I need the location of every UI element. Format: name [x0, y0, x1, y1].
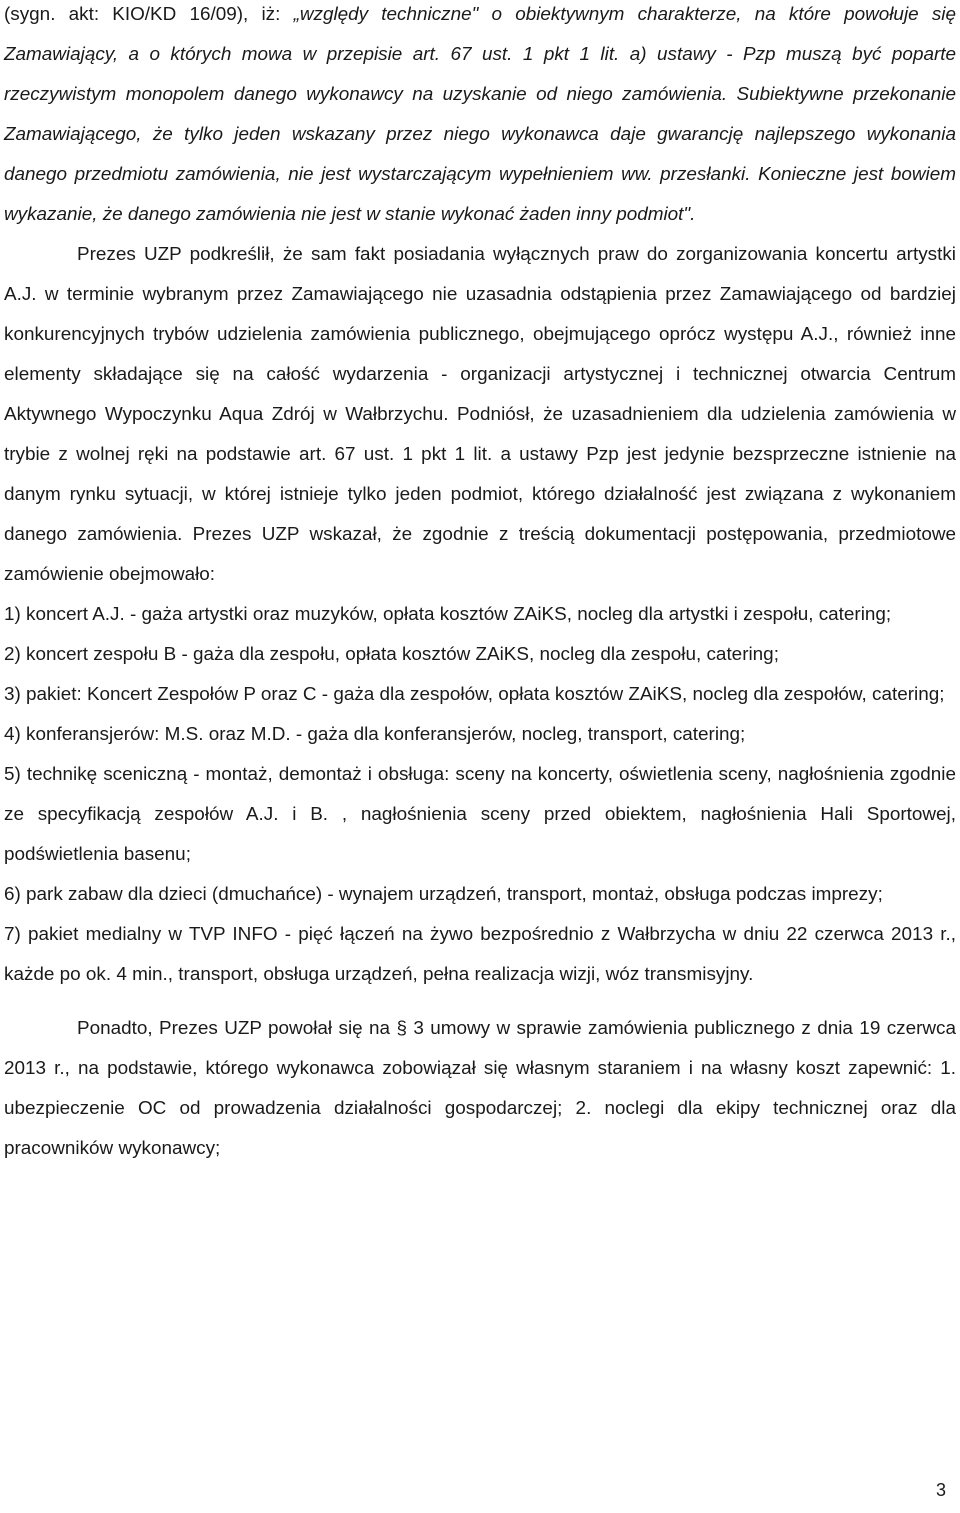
citation-start: (sygn. akt: KIO/KD 16/09), iż:: [4, 4, 294, 25]
paragraph-quote: [4, 0, 956, 235]
list-item: 4) konferansjerów: M.S. oraz M.D. - gaża dla konferansjerów, nocleg, transport, catering;: [4, 724, 746, 745]
page-number: 3: [935, 1480, 946, 1500]
quote-phrase: „względy techniczne": [293, 4, 479, 25]
list-item: 7) pakiet medialny w TVP INFO - pięć łączeń na żywo bezpośrednio z Wałbrzycha w dniu 22 czerwca 2013 r., każde po ok. 4 min., transport, obsługa urządzeń, pełna realizacja wizji, wóz transmisyjny.: [4, 924, 956, 985]
list-item: 6) park zabaw dla dzieci (dmuchańce) - wynajem urządzeń, transport, montaż, obsługa podczas imprezy;: [4, 884, 883, 905]
paragraph-main: Prezes UZP podkreślił, że sam fakt posiadania wyłącznych praw do zorganizowania koncertu artystki A.J. w terminie wybranym przez Zamawiającego nie uzasadnia odstąpienia przez Zamawiającego od bardziej konkurencyjnych trybów udzielenia zamówienia publicznego, obejmującego oprócz występu A.J., również inne elementy składające się na całość wydarzenia - organizacji artystycznej i technicznej otwarcia Centrum Aktywnego Wypoczynku Aqua Zdrój w Wałbrzychu. Podniósł, że uzasadnieniem dla udzielenia zamówienia w trybie z wolnej ręki na podstawie art. 67 ust. 1 pkt 1 lit. a ustawy Pzp jest jedynie bezsprzeczne istnienie na danym rynku sytuacji, w której istnieje tylko jeden podmiot, którego działalność jest związana z wykonaniem danego zamówienia. Prezes UZP wskazał, że zgodnie z treścią dokumentacji postępowania, przedmiotowe zamówienie obejmowało:: [4, 244, 956, 585]
quote-continuation: o obiektywnym charakterze, na które powołuje się Zamawiający, a o których mowa w przepisie art. 67 ust. 1 pkt 1 lit. a) ustawy - Pzp muszą być poparte rzeczywistym monopolem danego wykonawcy na uzyskanie od niego zamówienia.: [4, 4, 956, 105]
list-item: 5) technikę sceniczną - montaż, demontaż i obsługa: sceny na koncerty, oświetlenia sceny, nagłośnienia zgodnie ze specyfikacją zespołów A.J. i B. , nagłośnienia sceny przed obiektem, nagłośnienia Hali Sportowej, podświetlenia basenu;: [4, 764, 956, 865]
document-body: [4, 0, 956, 1169]
list-item: 1) koncert A.J. - gaża artystki oraz muzyków, opłata kosztów ZAiKS, nocleg dla artystki i zespołu, catering;: [4, 604, 892, 625]
paragraph-contract: Ponadto, Prezes UZP powołał się na § 3 umowy w sprawie zamówienia publicznego z dnia 19 czerwca 2013 r., na podstawie, którego wykonawca zobowiązał się własnym staraniem i na własny koszt zapewnić: 1. ubezpieczenie OC od prowadzenia działalności gospodarczej; 2. noclegi dla ekipy technicznej oraz dla pracowników wykonawcy;: [4, 1018, 956, 1159]
scope-list: [4, 595, 956, 995]
quote-italic-text: Subiektywne przekonanie Zamawiającego, że tylko jeden wskazany przez niego wykonawca daje gwarancję najlepszego wykonania danego przedmiotu zamówienia, nie jest wystarczającym wypełnieniem ww. przesłanki. Konieczne jest bowiem wykazanie, że danego zamówienia nie jest w stanie wykonać żaden inny podmiot".: [4, 84, 956, 225]
list-item: 3) pakiet: Koncert Zespołów P oraz C - gaża dla zespołów, opłata kosztów ZAiKS, nocleg dla zespołów, catering;: [4, 684, 945, 705]
list-item: 2) koncert zespołu B - gaża dla zespołu, opłata kosztów ZAiKS, nocleg dla zespołu, catering;: [4, 644, 779, 665]
